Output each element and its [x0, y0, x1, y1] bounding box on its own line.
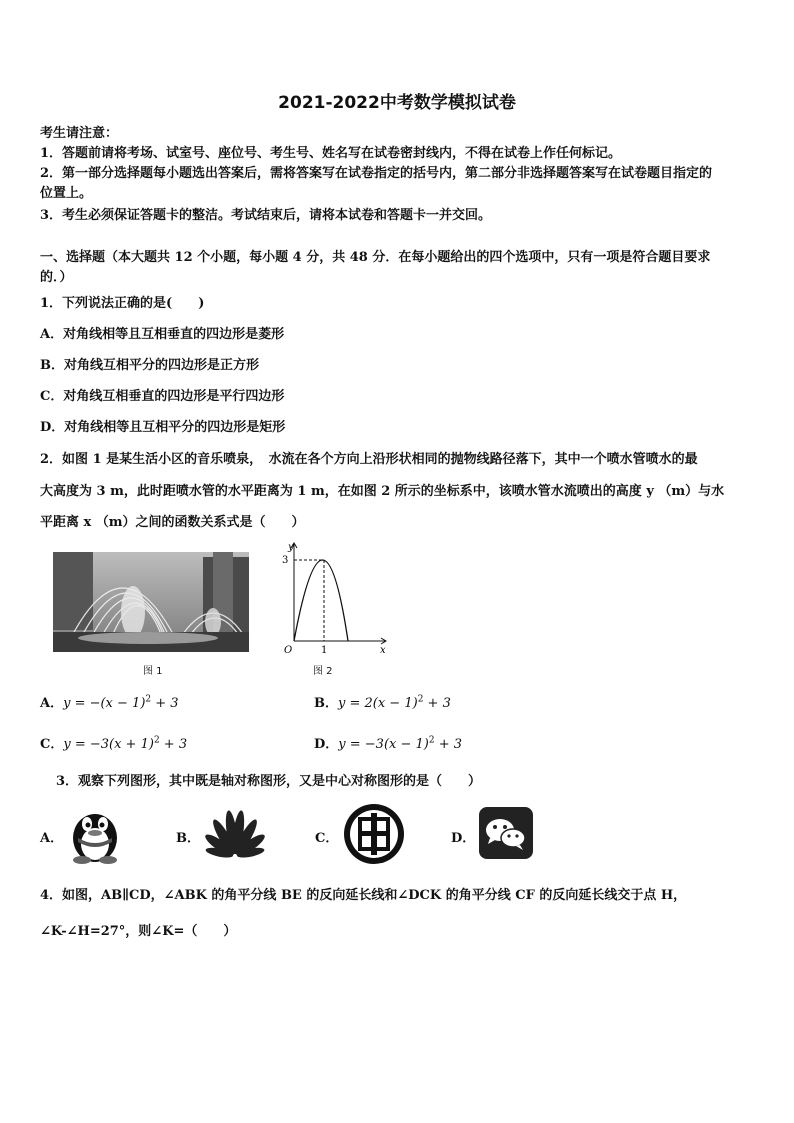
chat-app-logo-icon: [478, 806, 534, 860]
notice-line-2a: 2．第一部分选择题每小题选出答案后，需将答案写在试卷指定的括号内，第二部分非选择题答案写在试卷题目指定的: [40, 166, 713, 181]
q2-option-d: D．$y = -3(x - 1)^2 + 3$: [314, 735, 463, 752]
q4-stem-2: ∠K-∠H=27°，则∠K=（ ）: [40, 924, 237, 939]
origin-label: O: [284, 645, 293, 656]
q4-stem-1: 4．如图，AB∥CD，∠ABK 的角平分线 BE 的反向延长线和∠DCK 的角平分线 CF 的反向延长线交于点 H，: [40, 888, 687, 903]
q1-option-c: C．对角线互相垂直的四边形是平行四边形: [40, 389, 285, 404]
q2-option-b: B．$y = 2(x - 1)^2 + 3$: [314, 694, 451, 711]
q1-stem: 1．下列说法正确的是( ): [40, 296, 205, 311]
q3-option-b-label: B．: [176, 831, 200, 846]
parabola-graph: [276, 537, 392, 665]
q2-option-c: C．$y = -3(x + 1)^2 + 3$: [40, 735, 188, 752]
q3-stem: 3．观察下列图形，其中既是轴对称图形，又是中心对称图形的是（ ）: [56, 774, 482, 789]
figure-2-caption: 图 2: [313, 666, 333, 677]
figure-1-caption: 图 1: [143, 666, 163, 677]
fountain-photo: [53, 552, 249, 652]
x-tick-label: 1: [321, 645, 328, 656]
section-heading-2: 的．）: [40, 270, 73, 285]
q3-option-a-label: A．: [40, 831, 64, 846]
q1-option-b: B．对角线互相平分的四边形是正方形: [40, 358, 259, 373]
bank-logo-icon: [340, 801, 408, 867]
x-axis-label: x: [380, 645, 386, 656]
penguin-logo-icon: [62, 802, 128, 864]
q2-option-a: A．$y = -(x - 1)^2 + 3$: [40, 694, 179, 711]
notice-line-1: 1．答题前请将考场、试室号、座位号、考生号、姓名写在试卷密封线内，不得在试卷上作任何标记。: [40, 146, 622, 161]
q3-option-c-label: C．: [315, 831, 339, 846]
q2-stem-1: 2．如图 1 是某生活小区的音乐喷泉， 水流在各个方向上沿形状相同的抛物线路径落下，其中一个喷水管喷水的最: [40, 452, 698, 467]
q1-option-a: A．对角线相等且互相垂直的四边形是菱形: [40, 327, 285, 342]
y-tick-label: 3: [282, 555, 289, 566]
page-title: 2021-2022中考数学模拟试卷: [278, 93, 516, 113]
y-axis-label: y: [288, 542, 294, 553]
q3-option-d-label: D．: [451, 831, 476, 846]
petal-logo-icon: [200, 806, 270, 860]
notice-line-3: 3．考生必须保证答题卡的整洁。考试结束后，请将本试卷和答题卡一并交回。: [40, 208, 492, 223]
section-heading-1: 一、选择题（本大题共 12 个小题，每小题 4 分，共 48 分．在每小题给出的四个选项中，只有一项是符合题目要求: [40, 250, 711, 265]
notice-heading: 考生请注意：: [40, 126, 119, 141]
q1-option-d: D．对角线相等且互相平分的四边形是矩形: [40, 420, 286, 435]
q2-stem-3: 平距离 x （m）之间的函数关系式是（ ）: [40, 515, 305, 530]
q2-stem-2: 大高度为 3 m，此时距喷水管的水平距离为 1 m，在如图 2 所示的坐标系中，该喷水管水流喷出的高度 y （m）与水: [40, 484, 725, 499]
parabola-curve: [294, 560, 348, 641]
notice-line-2b: 位置上。: [40, 186, 93, 201]
